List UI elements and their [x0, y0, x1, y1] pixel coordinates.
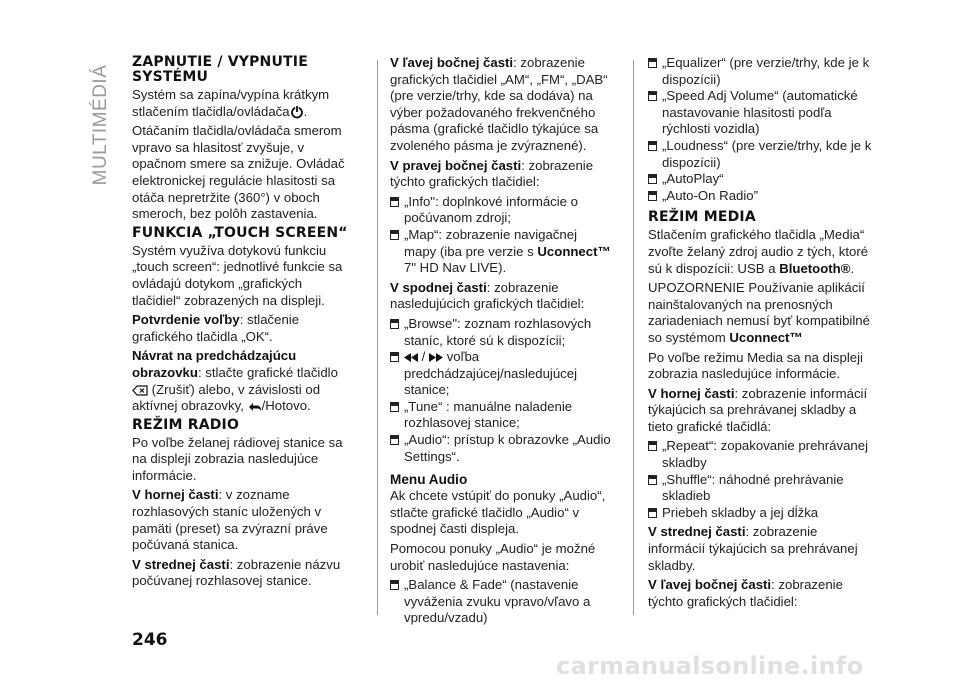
list-item: „Repeat“: zopakovanie prehrávanej skladby — [648, 438, 872, 471]
paragraph-warning: UPOZORNENIE Používanie aplikácií nainštalovaných na prenosných zariadeniach nemusí byť kompatibilné so systémom Uconnect™ — [648, 280, 870, 345]
column-divider — [377, 60, 378, 615]
paragraph-touch-screen: Systém využíva dotykovú funkciu „touch screen“: jednotlivé funkcie sa ovládajú dotykom „grafických tlačidiel“ zobrazených na displeji. — [132, 242, 343, 308]
paragraph-right-side: V pravej bočnej časti: zobrazenie týchto grafických tlačidiel: — [390, 157, 594, 190]
heading-radio-mode: REŽIM RADIO — [132, 416, 240, 433]
page-number: 246 — [132, 630, 168, 650]
section-title: MULTIMÉDIÁ — [90, 64, 111, 186]
list-item: „Loudness“ (pre verzie/trhy, kde je k dispozícii) — [648, 138, 872, 171]
list-item: „Info": doplnkové informácie o počúvanom zdroji; — [390, 194, 612, 227]
paragraph-left-side: V ľavej bočnej časti: zobrazenie grafických tlačidiel „AM“, „FM“, „DAB“ (pre verzie/trhy, kde sa dodáva) na výber požadovaného frekvenčného pásma (grafické tlačidlo týkajúce sa zvoleného pásma je zvýraznené). — [390, 55, 608, 153]
paragraph-volume: Otáčaním tlačidla/ovládača smerom vpravo sa hlasitosť zvyšuje, v opačnom smere sa znižuje. Ovládač elektronickej regulácie hlasitosti sa otáča nepretržite (360°) v oboch smeroch, bez polôh zastavenia. — [132, 123, 345, 222]
paragraph-lower-part: V spodnej časti: zobrazenie nasledujúcich grafických tlačidiel: — [390, 279, 585, 312]
paragraph-back: Návrat na predchádzajúcu obrazovku: stlačte grafické tlačidlo (Zrušiť) alebo, v závislosti od aktívnej obrazovky, /Hotovo. — [132, 348, 338, 414]
paragraph-upper-part: V hornej časti: v zozname rozhlasových staníc uložených v pamäti (preset) sa zvýrazní práve počúvaná stanica. — [132, 487, 328, 553]
paragraph-left-side: V ľavej bočnej časti: zobrazenie týchto grafických tlačidiel: — [648, 577, 843, 609]
bullet-icon — [648, 141, 657, 151]
list-item: „Browse": zoznam rozhlasových staníc, ktoré sú k dispozícii; — [390, 316, 612, 349]
heading-audio-menu: Menu Audio — [390, 472, 468, 488]
column-divider — [633, 60, 634, 615]
paragraph-middle-part: V strednej časti: zobrazenie názvu počúvanej rozhlasovej stanice. — [132, 556, 341, 589]
bullet-icon — [390, 580, 399, 590]
list-item: „Tune“ : manuálne naladenie rozhlasovej stanice; — [390, 399, 612, 432]
fast-forward-icon — [429, 353, 443, 362]
paragraph-media-info: Po voľbe režimu Media sa na displeji zobrazia nasledujúce informácie. — [648, 349, 863, 382]
column-3 — [648, 55, 872, 613]
bullet-icon — [648, 91, 657, 101]
bullet-icon — [390, 230, 399, 240]
paragraph-middle-part: V strednej časti: zobrazenie informácií týkajúcich sa prehrávanej skladby. — [648, 524, 858, 573]
bullet-icon — [648, 508, 657, 518]
list-item: „Shuffle“: náhodné prehrávanie skladieb — [648, 472, 872, 505]
heading-on-off: ZAPNUTIE / VYPNUTIE SYSTÉMU — [132, 54, 308, 85]
bullet-icon — [390, 402, 399, 412]
bullet-icon — [648, 441, 657, 451]
back-arrow-icon — [248, 401, 262, 412]
list-item: „Audio“: prístup k obrazovke „Audio Settings“. — [390, 432, 612, 465]
bullet-icon — [390, 435, 399, 445]
paragraph-radio-mode: Po voľbe želanej rádiovej stanice sa na displeji zobrazia nasledujúce informácie. — [132, 434, 343, 483]
column-1 — [132, 55, 350, 593]
paragraph-media-source: Stlačením grafického tlačidla „Media“ zvoľte želaný zdroj audio z tých, ktoré sú k dispozícii: USB a Bluetooth®. — [648, 227, 869, 276]
list-item: „Equalizer“ (pre verzie/trhy, kde je k dispozícii) — [648, 55, 872, 88]
list-item: „Auto-On Radio” — [648, 188, 872, 205]
paragraph-audio-menu: Ak chcete vstúpiť do ponuky „Audio“, stlačte grafické tlačidlo „Audio“ v spodnej časti displeja. — [390, 488, 606, 537]
watermark: carmanualsonline.info — [556, 652, 864, 680]
paragraph-confirm: Potvrdenie voľby: stlačenie grafického tlačidla „OK“. — [132, 312, 300, 344]
power-icon — [290, 105, 304, 119]
section-tab — [86, 60, 116, 190]
paragraph-on-off: Systém sa zapína/vypína krátkym stlačením tlačidla/ovládača . — [132, 87, 330, 119]
list-item: „Speed Adj Volume“ (automatické nastavovanie hlasitosti podľa rýchlosti vozidla) — [648, 88, 872, 138]
bullet-icon — [648, 58, 657, 68]
list-item: „AutoPlay“ — [648, 171, 872, 188]
bullet-icon — [390, 197, 399, 207]
bullet-icon — [390, 319, 399, 329]
list-item: / voľba predchádzajúcej/nasledujúcej stanice; — [390, 349, 612, 399]
heading-media-mode: REŽIM MEDIA — [648, 209, 756, 226]
list-item: „Map“: zobrazenie navigačnej mapy (iba pre verzie s Uconnect™ 7" HD Nav LIVE). — [390, 227, 612, 277]
bullet-icon — [648, 174, 657, 184]
column-2 — [390, 55, 612, 627]
bullet-icon — [648, 475, 657, 485]
rewind-icon — [404, 353, 418, 362]
bullet-icon — [648, 191, 657, 201]
paragraph-audio-settings: Pomocou ponuky „Audio“ je možné urobiť nasledujúce nastavenia: — [390, 541, 596, 573]
list-item: „Balance & Fade“ (nastavenie vyváženia zvuku vpravo/vľavo a vpredu/vzadu) — [390, 577, 612, 627]
paragraph-upper-part: V hornej časti: zobrazenie informácií týkajúcich sa prehrávanej skladby a tieto grafické tlačidlá: — [648, 385, 868, 434]
list-item: Priebeh skladby a jej dĺžka — [648, 505, 872, 522]
heading-touch-screen: FUNKCIA „TOUCH SCREEN“ — [132, 224, 348, 241]
bullet-icon — [390, 352, 399, 362]
backspace-icon — [132, 385, 148, 396]
